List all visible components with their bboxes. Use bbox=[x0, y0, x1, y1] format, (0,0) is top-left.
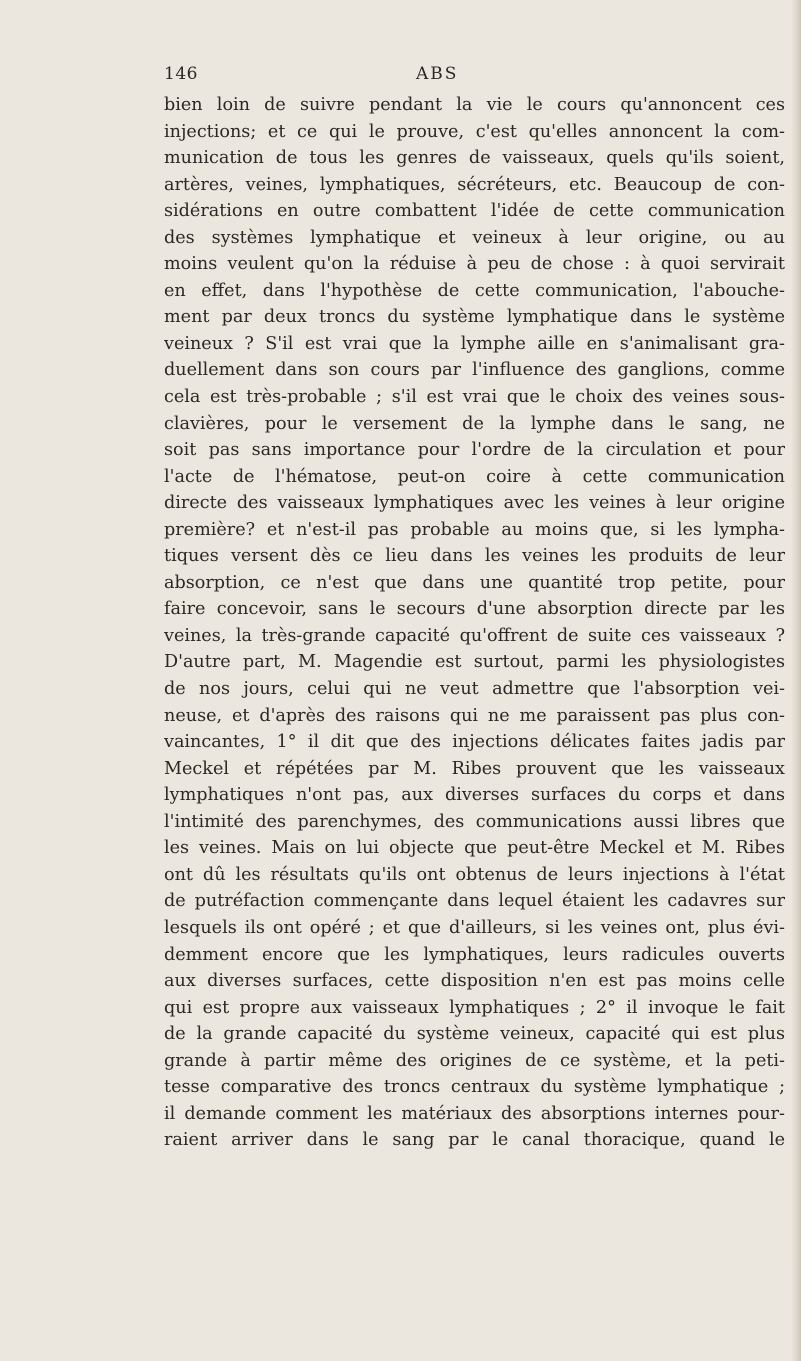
running-title: ABS bbox=[416, 64, 459, 84]
body-text bbox=[164, 92, 785, 1154]
text-line: neuse, et d'après des raisons qui ne me paraissent pas plus con- bbox=[164, 705, 785, 726]
text-line: les veines. Mais on lui objecte que peut-être Meckel et M. Ribes bbox=[164, 838, 785, 859]
text-line: de putréfaction commençante dans lequel étaient les cadavres sur bbox=[164, 891, 785, 912]
page-edge bbox=[791, 0, 801, 1361]
text-line: lymphatiques n'ont pas, aux diverses surfaces du corps et dans bbox=[164, 785, 785, 806]
running-head bbox=[164, 64, 684, 92]
text-line: moins veulent qu'on la réduise à peu de chose : à quoi servirait bbox=[164, 254, 785, 275]
text-line: artères, veines, lymphatiques, sécréteurs, etc. Beaucoup de con- bbox=[164, 174, 785, 195]
text-line: lesquels ils ont opéré ; et que d'ailleurs, si les veines ont, plus évi- bbox=[164, 917, 785, 938]
text-line: vaincantes, 1° il dit que des injections délicates faites jadis par bbox=[164, 732, 785, 753]
text-line: demment encore que les lymphatiques, leurs radicules ouverts bbox=[164, 944, 785, 965]
text-line: tesse comparative des troncs centraux du système lymphatique ; bbox=[164, 1077, 785, 1098]
text-line: soit pas sans importance pour l'ordre de la circulation et pour bbox=[164, 440, 785, 461]
text-line: clavières, pour le versement de la lymphe dans le sang, ne bbox=[164, 413, 785, 434]
text-line: des systèmes lymphatique et veineux à leur origine, ou au bbox=[164, 227, 785, 248]
text-line: qui est propre aux vaisseaux lymphatiques ; 2° il invoque le fait bbox=[164, 997, 785, 1018]
text-line: absorption, ce n'est que dans une quantité trop petite, pour bbox=[164, 572, 785, 593]
text-line: faire concevoir, sans le secours d'une absorption directe par les bbox=[164, 599, 785, 620]
text-line: Meckel et répétées par M. Ribes prouvent que les vaisseaux bbox=[164, 758, 785, 779]
text-line: en effet, dans l'hypothèse de cette communication, l'abouche- bbox=[164, 280, 785, 301]
text-line: veineux ? S'il est vrai que la lymphe aille en s'animalisant gra- bbox=[164, 333, 785, 354]
text-line: l'acte de l'hématose, peut-on coire à cette communication bbox=[164, 466, 785, 487]
text-line: sidérations en outre combattent l'idée de cette communication bbox=[164, 201, 785, 222]
text-line: tiques versent dès ce lieu dans les veines les produits de leur bbox=[164, 546, 785, 567]
text-line: de la grande capacité du système veineux, capacité qui est plus bbox=[164, 1024, 785, 1045]
page-number: 146 bbox=[164, 64, 198, 84]
text-line: injections; et ce qui le prouve, c'est qu'elles annoncent la com- bbox=[164, 121, 785, 142]
text-line: aux diverses surfaces, cette disposition n'en est pas moins celle bbox=[164, 971, 785, 992]
text-line: de nos jours, celui qui ne veut admettre que l'absorption vei- bbox=[164, 679, 785, 700]
text-line: bien loin de suivre pendant la vie le cours qu'annoncent ces bbox=[164, 95, 785, 115]
text-line: veines, la très-grande capacité qu'offrent de suite ces vaisseaux ? bbox=[164, 625, 785, 646]
text-line: ment par deux troncs du système lymphatique dans le système bbox=[164, 307, 785, 328]
text-line: cela est très-probable ; s'il est vrai que le choix des veines sous- bbox=[164, 387, 785, 408]
text-line: munication de tous les genres de vaisseaux, quels qu'ils soient, bbox=[164, 148, 785, 169]
text-line: raient arriver dans le sang par le canal thoracique, quand le bbox=[164, 1130, 785, 1151]
text-line: première? et n'est-il pas probable au moins que, si les lympha- bbox=[164, 519, 785, 540]
text-line: duellement dans son cours par l'influence des ganglions, comme bbox=[164, 360, 785, 381]
text-line: ont dû les résultats qu'ils ont obtenus de leurs injections à l'état bbox=[164, 864, 785, 885]
text-line: D'autre part, M. Magendie est surtout, parmi les physiologistes bbox=[164, 652, 785, 673]
text-line: il demande comment les matériaux des absorptions internes pour- bbox=[164, 1103, 785, 1124]
text-line: grande à partir même des origines de ce système, et la peti- bbox=[164, 1050, 785, 1071]
text-line: directe des vaisseaux lymphatiques avec les veines à leur origine bbox=[164, 493, 785, 514]
text-line: l'intimité des parenchymes, des communications aussi libres que bbox=[164, 811, 785, 832]
